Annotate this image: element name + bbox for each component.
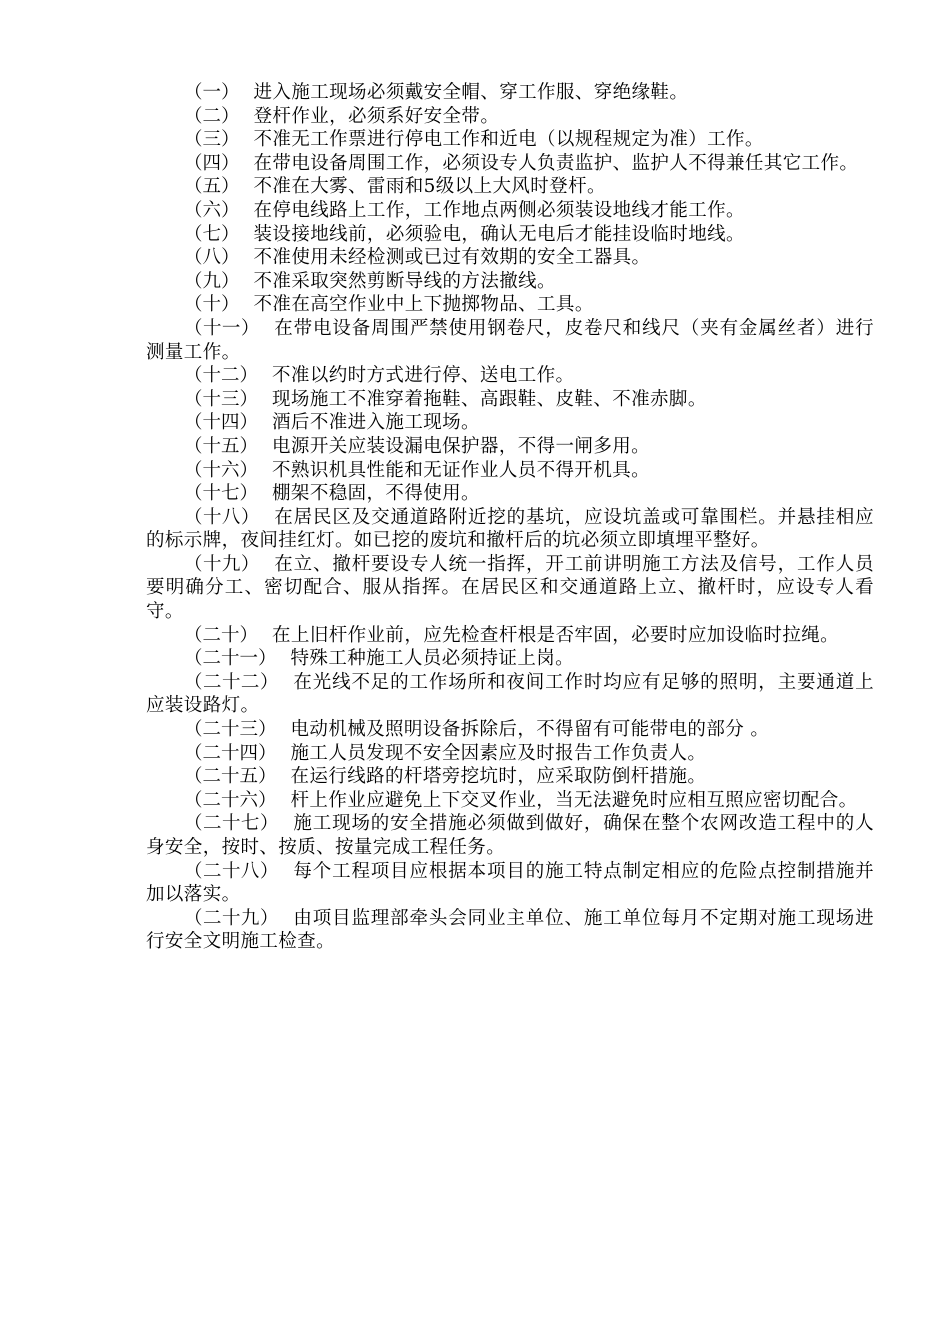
rule-item (146, 223, 874, 247)
rule-item (146, 482, 874, 506)
rule-text: 不准在大雾、雷雨和5级以上大风时登杆。 (253, 176, 606, 198)
rule-number: （十一） (184, 317, 260, 339)
rule-item (146, 105, 874, 129)
rule-text: 电源开关应装设漏电保护器，不得一闸多用。 (272, 435, 651, 457)
rule-number: （七） (184, 223, 240, 245)
rule-text: 进入施工现场必须戴安全帽、穿工作服、穿绝缘鞋。 (253, 82, 689, 103)
rule-item (146, 128, 874, 152)
rule-number: （二十八） (184, 860, 279, 882)
rule-item (146, 647, 874, 671)
rule-item (146, 624, 874, 648)
rule-text: 特殊工种施工人员必须持证上岗。 (290, 648, 575, 670)
rule-text: 不熟识机具性能和无证作业人员不得开机具。 (272, 459, 651, 481)
rule-item (146, 81, 874, 105)
rule-item (146, 199, 874, 223)
rule-item (146, 506, 874, 553)
rule-text: 施工人员发现不安全因素应及时报告工作负责人。 (290, 742, 707, 764)
rule-item (146, 175, 874, 199)
rule-text: 登杆作业，必须系好安全带。 (253, 105, 500, 127)
rule-item (146, 765, 874, 789)
rule-text: 不准采取突然剪断导线的方法撤线。 (253, 270, 556, 292)
rule-number: （十五） (184, 435, 259, 457)
rule-number: （二十四） (184, 742, 277, 764)
rule-number: （九） (184, 270, 240, 292)
safety-rules-list (146, 81, 874, 954)
rule-text: 不准无工作票进行停电工作和近电（以规程规定为准）工作。 (253, 129, 764, 151)
rule-number: （二） (184, 105, 240, 127)
rule-text: 在运行线路的杆塔旁挖坑时，应采取防倒杆措施。 (290, 766, 707, 788)
rule-item (146, 553, 874, 624)
rule-text: 不准以约时方式进行停、送电工作。 (272, 365, 575, 387)
rule-number: （十九） (184, 553, 260, 575)
rule-text: 在立、撤杆要设专人统一指挥，开工前讲明施工方法及信号，工作人员要明确分工、密切配合、服从指挥。在居民区和交通道路上立、撤杆时，应设专人看守。 (146, 553, 874, 623)
rule-item (146, 435, 874, 459)
rule-number: （二十） (184, 624, 259, 646)
rule-text: 现场施工不准穿着拖鞋、高跟鞋、皮鞋、不准赤脚。 (272, 388, 707, 410)
rule-number: （十八） (184, 506, 260, 528)
rule-number: （四） (184, 152, 240, 174)
rule-item (146, 860, 874, 907)
rule-number: （十三） (184, 388, 259, 410)
rule-number: （三） (184, 129, 240, 151)
rule-item (146, 812, 874, 859)
rule-number: （十） (184, 294, 240, 316)
rule-item (146, 246, 874, 270)
rule-item (146, 742, 874, 766)
rule-text: 由项目监理部牵头会同业主单位、施工单位每月不定期对施工现场进行安全文明施工检查。 (146, 907, 874, 953)
rule-text: 装设接地线前，必须验电，确认无电后才能挂设临时地线。 (253, 223, 745, 245)
rule-text: 在居民区及交通道路附近挖的基坑，应设坑盖或可靠围栏。并悬挂相应的标示牌，夜间挂红灯。如已挖的废坑和撤杆后的坑必须立即填埋平整好。 (146, 506, 874, 552)
rule-item (146, 718, 874, 742)
rule-text: 在上旧杆作业前，应先检查杆根是否牢固，必要时应加设临时拉绳。 (272, 624, 840, 646)
rule-text: 电动机械及照明设备拆除后，不得留有可能带电的部分 。 (290, 719, 770, 741)
rule-text: 棚架不稳固，不得使用。 (272, 483, 480, 505)
rule-text: 酒后不准进入施工现场。 (272, 412, 480, 434)
rule-number: （十七） (184, 483, 259, 505)
rule-item (146, 270, 874, 294)
rule-number: （二十六） (184, 789, 277, 811)
rule-number: （二十九） (184, 907, 279, 929)
rule-text: 不准使用未经检测或已过有效期的安全工器具。 (253, 247, 651, 269)
rule-number: （二十五） (184, 766, 277, 788)
rule-text: 每个工程项目应根据本项目的施工特点制定相应的危险点控制措施并加以落实。 (146, 860, 874, 906)
rule-text: 杆上作业应避免上下交叉作业，当无法避免时应相互照应密切配合。 (290, 789, 858, 811)
rule-item (146, 152, 874, 176)
rule-number: （六） (184, 199, 240, 221)
rule-text: 在带电设备周围严禁使用钢卷尺，皮卷尺和线尺（夹有金属丝者）进行测量工作。 (146, 317, 874, 363)
rule-item (146, 388, 874, 412)
rule-number: （二十三） (184, 719, 277, 741)
rule-number: （二十七） (184, 813, 279, 835)
rule-text: 不准在高空作业中上下抛掷物品、工具。 (253, 294, 594, 316)
rule-number: （十四） (184, 412, 259, 434)
rule-item (146, 317, 874, 364)
rule-number: （一） (184, 82, 240, 103)
rule-item (146, 789, 874, 813)
rule-text: 在光线不足的工作场所和夜间工作时均应有足够的照明，主要通道上应装设路灯。 (146, 671, 874, 717)
rule-item (146, 671, 874, 718)
rule-item (146, 907, 874, 954)
rule-number: （十二） (184, 365, 259, 387)
rule-text: 施工现场的安全措施必须做到做好，确保在整个农网改造工程中的人身安全，按时、按质、按量完成工程任务。 (146, 813, 874, 858)
rule-number: （八） (184, 247, 240, 269)
rule-text: 在停电线路上工作，工作地点两侧必须装设地线才能工作。 (253, 199, 745, 221)
rule-number: （二十二） (184, 671, 279, 693)
rule-number: （十六） (184, 459, 259, 481)
rule-number: （五） (184, 176, 240, 198)
rule-item (146, 364, 874, 388)
rule-item (146, 459, 874, 483)
rule-item (146, 293, 874, 317)
rule-number: （二十一） (184, 648, 277, 670)
rule-text: 在带电设备周围工作，必须设专人负责监护、监护人不得兼任其它工作。 (253, 152, 859, 174)
rule-item (146, 411, 874, 435)
